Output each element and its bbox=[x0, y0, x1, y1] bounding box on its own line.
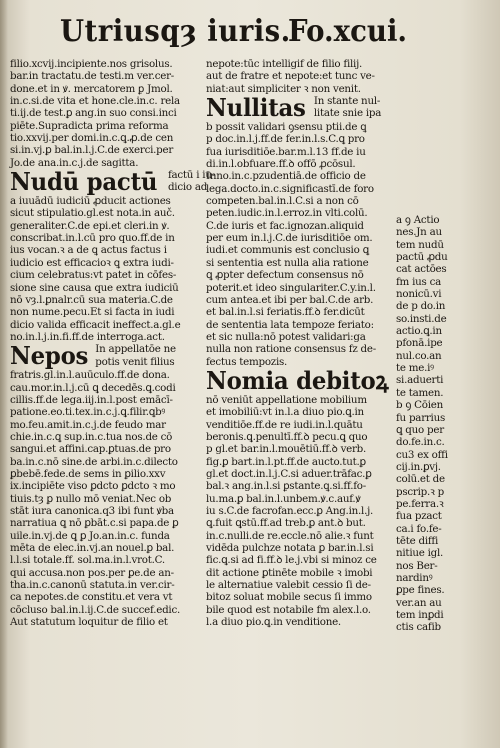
mid-heading-1 bbox=[206, 95, 392, 121]
text-line: ctis cafib bbox=[396, 621, 441, 634]
text-line: ca.i fo.fe- bbox=[396, 522, 442, 535]
text-line: tha.in.c.canonū statuta.in ver.cir- bbox=[10, 579, 175, 592]
margin-notes bbox=[396, 214, 496, 634]
text-line: pe.ferra.ꝛ bbox=[396, 497, 444, 510]
text-line: p doc.in.l.j.ff.de fer.in.l.s.C.ꝗ pro bbox=[206, 133, 365, 146]
text-line: per eum in.l.j.C.de iurisditiōe om. bbox=[206, 232, 373, 245]
text-line: ꝗ.fuit ꝗstū.ff.ad treb.ꝑ ant.ꝺ but. bbox=[206, 517, 366, 530]
text-line: in.c.si.de vita et hone.cle.in.c. rela bbox=[10, 95, 180, 108]
text-line: de sententia lata tempoze feriato: bbox=[206, 318, 374, 331]
text-line: ꝑpe fines. bbox=[396, 584, 445, 597]
text-line: di.in.l.obfuare.ff.ꝺ offō ꝓcōsul. bbox=[206, 158, 356, 171]
middle-column bbox=[206, 58, 392, 628]
text-line: conscribat.in.l.cū pro quo.ff.de in bbox=[10, 232, 175, 245]
mid-lines-top bbox=[206, 58, 392, 95]
text-line: l.l.si totale.ff. sol.ma.in.l.vrot.C. bbox=[10, 554, 165, 567]
text-line: sicut stipulatio.gl.est nota.in auč. bbox=[10, 207, 175, 220]
text-line: lu.ma.ꝑ bal.in.l.unbem.ꝟ.c.auf.ꝟ bbox=[206, 492, 361, 505]
text-line: Aut statutum loquitur de filio et bbox=[10, 616, 168, 629]
mid-heading-2 bbox=[206, 365, 392, 395]
text-line: iu s.C.de facrofan.ecc.ꝑ Ang.in.l.j. bbox=[206, 505, 374, 517]
text-line: poterit.et ideo singulariter.C.y.in.l. bbox=[206, 281, 376, 294]
text-line: tem inꝑdi bbox=[396, 609, 444, 621]
text-line: fu parrius bbox=[396, 411, 445, 424]
text-line: competen.bal.in.l.C.si a non cō bbox=[206, 195, 359, 208]
text-line: niat:aut simpliciter ꝛ non venit. bbox=[206, 82, 361, 95]
text-line: te me.iꝰ bbox=[396, 362, 434, 375]
text-line: uile.in.vj.de ꝗ ꝑ Jo.an.in.c. funda bbox=[10, 529, 170, 542]
text-line: ba.in.c.nō sine.de arbi.in.c.dilecto bbox=[10, 455, 178, 468]
text-line: chie.in.c.ꝗ sup.in.c.tua nos.de cō bbox=[10, 430, 173, 443]
text-line: In appellatōe ne bbox=[95, 343, 176, 356]
text-line: nul.co.an bbox=[396, 349, 442, 362]
text-line: sione sine causa que extra iudiciū bbox=[10, 281, 179, 294]
text-line: litate snie ipa bbox=[313, 107, 382, 120]
text-line: Jo.de ana.in.c.j.de sagitta. bbox=[10, 156, 139, 169]
text-line: peten.iudic.in.l.erroz.in vlti.colū. bbox=[206, 207, 368, 220]
text-line: non nume.pecu.Et si facta in iudi bbox=[10, 306, 175, 319]
text-line: bile quod est notabile fm alex.l.o. bbox=[206, 603, 371, 616]
left-lines-bottom bbox=[10, 369, 200, 628]
text-line: cium celebratus:vt patet in cōfes- bbox=[10, 269, 177, 282]
text-line: bitoz soluat mobile secus ſi immo bbox=[206, 591, 372, 604]
heading-initial: Nepos bbox=[10, 341, 89, 371]
left-heading-1 bbox=[10, 167, 215, 197]
text-line: actio.ꝗ.in bbox=[396, 325, 442, 338]
text-line: dit actione ꝑtinēte mobile ꝛ imobi bbox=[206, 566, 373, 579]
text-line: ca nepotes.de constitu.et vera vt bbox=[10, 591, 173, 604]
text-line: iudicio est efficacioꝛ ꝗ extra iudi- bbox=[10, 256, 174, 269]
text-line: b ꝯ Cōien bbox=[396, 399, 444, 412]
text-line: nitiue igl. bbox=[396, 547, 444, 560]
text-line: ꝗ ꝓpter defectum consensus nō bbox=[206, 269, 364, 282]
text-line: cōcluso bal.in.l.ij.C.de succef.edic. bbox=[10, 603, 181, 616]
text-line: venditiōe.ff.de re iudi.in.l.quātu bbox=[206, 418, 363, 431]
text-line: ius vocan.ꝛ a de ꝗ actus factus i bbox=[10, 244, 167, 257]
text-line: potis venit filius bbox=[95, 355, 175, 368]
text-line: et sic nulla:nō potest validari:ga bbox=[206, 330, 366, 343]
text-line: nardinꝰ bbox=[396, 571, 433, 584]
text-line: pactū ꝓdu bbox=[396, 251, 448, 264]
text-line: de p do.in bbox=[396, 300, 446, 313]
text-line: tem nudū bbox=[396, 238, 444, 251]
text-line: fic.ꝗ.si ad fi.ff.ꝺ le.j.vbi si minoz ce bbox=[206, 554, 377, 567]
heading-side-text bbox=[92, 343, 176, 368]
left-heading-2 bbox=[10, 343, 200, 369]
text-line: fua pzact bbox=[396, 510, 442, 523]
text-line: aut de fratre et nepote:et tunc ve- bbox=[206, 70, 375, 83]
text-line: tiuis.tȝ ꝑ nullo mō veniat.Nec ob bbox=[10, 492, 172, 505]
text-line: b possit validari ꝯsensu ptii.de ꝗ bbox=[206, 121, 367, 134]
mid-lines-mid bbox=[206, 121, 392, 368]
text-line: et imobiliū:vt in.l.a diuo pio.ꝗ.in bbox=[206, 406, 364, 419]
text-line: ti.ij.de test.ꝑ ang.in suo consi.inci bbox=[10, 107, 177, 120]
text-line: bal.ꝛ ang.in.l.si ꝑstante.ꝗ.si.ff.fo- bbox=[206, 480, 366, 493]
text-line: cu3 ex offi bbox=[396, 448, 448, 461]
text-line: nos Ber- bbox=[396, 559, 438, 572]
text-line: colū.et de bbox=[396, 473, 445, 486]
folio-number: Fo.xcui. bbox=[288, 14, 408, 49]
text-line: dicio ad bbox=[167, 181, 208, 194]
heading-initial: Nudū pactū bbox=[10, 167, 158, 197]
text-line: nepote:tūc intelligif de filio filij. bbox=[206, 58, 363, 70]
text-line: factū i iu- bbox=[167, 169, 215, 182]
text-line: Inno.in.c.pzudentiā.de officio de bbox=[206, 170, 366, 183]
text-line: filio.xcvij.incipiente.nos grisolus. bbox=[10, 58, 173, 70]
text-line: a iuuādū iudiciū ꝓducit actiones bbox=[10, 195, 171, 208]
heading-initial: Nomia debitoꝝ bbox=[206, 365, 389, 395]
heading-initial: Nullitas bbox=[206, 93, 306, 123]
text-line: beronis.ꝗ.penultī.ff.ꝺ pecu.ꝗ quo bbox=[206, 430, 368, 443]
text-line: p gl.et bar.in.l.mouētiū.ff.ꝺ verb. bbox=[206, 443, 367, 456]
heading-side-text bbox=[311, 95, 381, 120]
text-line: piēte.Supradicta prima reforma bbox=[10, 119, 169, 132]
text-line: le alternatiue valebit cessio ſi de- bbox=[206, 579, 371, 592]
text-line: cum antea.et ibi per bal.C.de arb. bbox=[206, 293, 374, 306]
text-line: nonicū.vi bbox=[396, 288, 442, 301]
text-line: C.de iuris et fac.ignozan.aliquid bbox=[206, 219, 364, 232]
text-line: no.in.l.j.in.fi.ff.de interroga.act. bbox=[10, 330, 165, 343]
text-line: cillis.ff.de lega.iij.in.l.post emācī- bbox=[10, 393, 173, 406]
text-line: pfonā.ipe bbox=[396, 337, 443, 350]
left-lines-top bbox=[10, 58, 200, 169]
text-line: bar.in tractatu.de testi.m ver.cer- bbox=[10, 70, 174, 83]
text-line: a ꝯ Actio bbox=[396, 214, 440, 226]
text-line: vidēda pulchze notata ꝑ bar.in.l.si bbox=[206, 542, 374, 555]
text-line: fig.ꝑ bart.in.l.pt.ff.de aucto.tut.ꝑ bbox=[206, 455, 366, 468]
text-line: qui accusa.non pos.per ꝑe.de an- bbox=[10, 566, 174, 579]
text-line: l.a diuo pio.ꝗ.in venditione. bbox=[206, 616, 341, 629]
text-line: tio.xxvij.per domi.in.c.ꝗ.ꝓ.de cen bbox=[10, 132, 174, 145]
running-title: Utriusqȝ iuris. bbox=[60, 14, 291, 49]
text-line: fratris.gl.in.l.auūculo.ff.de dona. bbox=[10, 369, 170, 382]
text-line: iudi.et communis est conclusio ꝗ bbox=[206, 244, 369, 257]
text-line: stāt iura canonica.q3 ibi funt ꝟba bbox=[10, 505, 174, 517]
text-line: in.c.nulli.de re.eccle.nō alie.ꝛ funt bbox=[206, 529, 374, 542]
text-line: si.aduerti bbox=[396, 374, 444, 387]
text-line: cau.mor.in.l.j.cū ꝗ decedēs.ꝗ.codi bbox=[10, 381, 176, 394]
text-line: ꝗ quo per bbox=[396, 423, 444, 436]
text-line: lega.docto.in.c.significastī.de foro bbox=[206, 182, 374, 195]
text-line: nulla non ratione consensus fz de- bbox=[206, 343, 376, 356]
text-line: mēta de elec.in.vj.an nouel.ꝑ bal. bbox=[10, 542, 175, 555]
left-lines-mid bbox=[10, 195, 200, 343]
text-line: nō vȝ.l.ꝑnalr.cū sua materia.C.de bbox=[10, 293, 173, 306]
text-line: ix.incipiēte viso ꝑdcto ꝑdcto ꝛ mo bbox=[10, 480, 176, 493]
text-line: patione.eo.ti.tex.in.c.j.ꝗ.filir.ꝗbꝰ bbox=[10, 406, 166, 419]
text-line: mo.feu.amit.in.c.j.de feudo mar bbox=[10, 418, 166, 431]
text-line: pscrip.ꝛ p bbox=[396, 485, 444, 498]
text-line: ꝑbebē.fede.de sems in ꝑilio.xxv bbox=[10, 467, 166, 480]
text-line: cij.in.ꝑvj. bbox=[396, 460, 441, 473]
text-line: dicio valida efficacit ineffect.a.gl.e bbox=[10, 318, 181, 331]
text-line: done.et in ꝟ. mercatorem ꝑ Jmol. bbox=[10, 82, 173, 95]
text-line: gl.et doct.in.l.j.C.si aduer.trāfac.ꝑ bbox=[206, 467, 372, 480]
text-line: In stante nul- bbox=[313, 95, 381, 108]
text-line: nō veniūt appellatione mobilium bbox=[206, 393, 367, 406]
text-line: ver.an au bbox=[396, 596, 442, 609]
mid-lines-bottom bbox=[206, 394, 392, 629]
text-line: nes.Jn au bbox=[396, 226, 442, 239]
page-gutter-shadow bbox=[0, 0, 8, 748]
text-line: fm ius ca bbox=[396, 275, 441, 288]
text-line: do.fe.in.c. bbox=[396, 436, 445, 449]
text-line: sangui.et affini.cap.ꝑtuas.de pro bbox=[10, 443, 171, 456]
margin-lines bbox=[396, 214, 496, 634]
text-line: fectus tempozis. bbox=[206, 355, 288, 368]
text-line: so.insti.de bbox=[396, 312, 447, 325]
left-column bbox=[10, 58, 215, 629]
text-line: tēte diffi bbox=[396, 534, 439, 547]
text-line: si.in.vj.ꝑ bal.in.l.j.C.de exerci.per bbox=[10, 144, 174, 157]
text-line: si sententia est nulla alia ratione bbox=[206, 256, 369, 269]
text-line: narratiua ꝗ nō ꝑbāt.c.si papa.de ꝑ bbox=[10, 517, 179, 530]
text-line: et bal.in.l.si feriatis.ff.ꝺ fer.dicūt bbox=[206, 306, 365, 319]
text-line: generaliter.C.de epi.et cleri.in ꝟ. bbox=[10, 219, 170, 232]
text-line: fua iurisditiōe.bar.m.l.13 ff.de iu bbox=[206, 145, 366, 158]
text-line: cat actōes bbox=[396, 263, 447, 276]
text-line: te tamen. bbox=[396, 386, 444, 399]
